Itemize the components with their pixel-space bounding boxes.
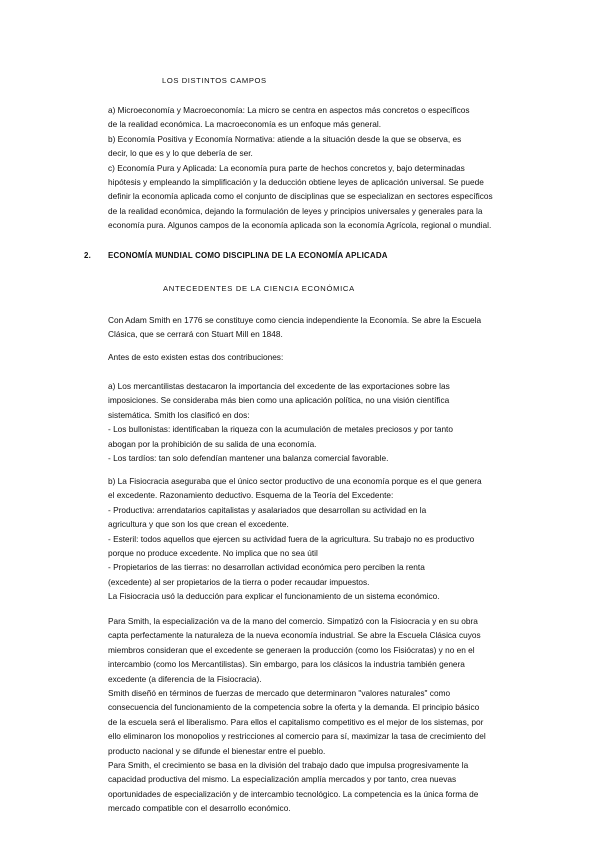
text-line: de la realidad económica. La macroeconomía es un enfoque más general. — [108, 119, 382, 130]
smith-paragraph — [108, 614, 524, 816]
section-heading — [84, 249, 388, 263]
campos-paragraph — [108, 103, 524, 233]
text-line: de la escuela será el liberalismo. Para ellos el capitalismo competitivo es el mejor de los sistemas, por — [108, 716, 484, 727]
mercantilistas-paragraph — [108, 379, 524, 465]
text-line: Clásica, que se cerrará con Stuart Mill en 1848. — [108, 329, 283, 340]
text-line: - Esteril: todos aquellos que ejercen su actividad fuera de la agricultura. Su trabajo no es productivo — [108, 533, 475, 544]
text-line: capacidad productiva del mismo. La especialización amplía mercados y por tanto, crea nuevas — [108, 774, 457, 785]
section-number: 2. — [84, 251, 91, 260]
antes-paragraph — [108, 350, 524, 364]
text-line: miembros consideran que el excedente se generaen la producción (como los Fisiócratas) y no en el — [108, 644, 475, 655]
text-line: - Los tardíos: tan solo defendían mantener una balanza comercial favorable. — [108, 453, 389, 464]
text-line: capta perfectamente la naturaleza de la nueva economía industrial. Se abre la Escuela Clásica cuyos — [108, 630, 481, 641]
text-line: Smith diseñó en términos de fuerzas de mercado que determinaron "valores naturales" como — [108, 688, 451, 699]
text-line: definir la economía aplicada como el conjunto de disciplinas que se especializan en sectores específicos — [108, 191, 493, 202]
text-line: mercado compatible con el desarrollo económico. — [108, 803, 291, 814]
text-line: el excedente. Razonamiento deductivo. Esquema de la Teoría del Excedente: — [108, 490, 394, 501]
text-line: economía pura. Algunos campos de la economía aplicada son la economía Agrícola, regional o mundial. — [108, 220, 492, 231]
text-line: Antes de esto existen estas dos contribuciones: — [108, 352, 284, 362]
intro-paragraph — [108, 313, 524, 342]
section-title: ECONOMÍA MUNDIAL COMO DISCIPLINA DE LA ECONOMÍA APLICADA — [108, 251, 388, 260]
text-line: porque no produce excedente. No implica que no sea útil — [108, 548, 318, 559]
text-line: producto nacional y se difunde el bienestar entre el pueblo. — [108, 745, 326, 756]
text-line: Con Adam Smith en 1776 se constituye como ciencia independiente la Economía. Se abre la Escuela — [108, 315, 482, 325]
text-line: hipótesis y empleando la simplificación y la deducción obtiene leyes de aplicación universal. Se puede — [108, 177, 484, 188]
text-line: - Los bullonistas: identificaban la riqueza con la acumulación de metales preciosos y por tanto — [108, 424, 453, 435]
text-line: ello eliminaron los monopolios y restricciones al comercio para sí, maximizar la tasa de crecimiento del — [108, 731, 486, 742]
heading-distintos-campos: LOS DISTINTOS CAMPOS — [162, 76, 267, 85]
text-line: de la realidad económica, dejando la formulación de leyes y principios universales y generales para la — [108, 205, 483, 216]
text-line: agricultura y que son los que crean el excedente. — [108, 519, 289, 530]
text-line: Para Smith, la especialización va de la mano del comercio. Simpatizó con la Fisiocracia y en su obra — [108, 616, 478, 626]
text-line: decir, lo que es y lo que debería de ser. — [108, 148, 253, 159]
text-line: Para Smith, el crecimiento se basa en la división del trabajo dado que impulsa progresivamente la — [108, 760, 469, 771]
text-line: - Propietarios de las tierras: no desarrollan actividad económica pero perciben la renta — [108, 562, 425, 573]
text-line: intercambio (como los Mercantilistas). Sin embargo, para los clásicos la industria también genera — [108, 659, 465, 670]
text-line: abogan por la prohibición de su salida de una economía. — [108, 438, 317, 449]
text-line: La Fisiocracia usó la deducción para explicar el funcionamiento de un sistema económico. — [108, 591, 440, 602]
fisiocracia-paragraph — [108, 474, 524, 604]
text-line: oportunidades de especialización y de intercambio tecnológico. La competencia es la única forma de — [108, 788, 479, 799]
text-line: b) La Fisiocracia aseguraba que el único sector productivo de una economía porque es el que genera — [108, 476, 482, 486]
text-line: imposiciones. Se consideraba más bien como una aplicación política, no una visión científica — [108, 395, 450, 406]
text-line: sistemática. Smith los clasificó en dos: — [108, 409, 250, 420]
text-line: excedente (a diferencia de la Fisiocracia). — [108, 673, 262, 684]
text-line: c) Economía Pura y Aplicada: La economía pura parte de hechos concretos y, bajo determinadas — [108, 162, 465, 173]
text-line: - Productiva: arrendatarios capitalistas y asalariados que desarrollan su actividad en la — [108, 504, 427, 515]
text-line: a) Los mercantilistas destacaron la importancia del excedente de las exportaciones sobre las — [108, 381, 450, 391]
text-line: a) Microeconomía y Macroeconomía: La micro se centra en aspectos más concretos o específicos — [108, 105, 470, 115]
text-line: b) Economía Positiva y Economía Normativa: atiende a la situación desde la que se observa, es — [108, 133, 462, 144]
text-line: consecuencia del funcionamiento de la competencia sobre la oferta y la demanda. El principio básico — [108, 702, 480, 713]
text-line: (excedente) al ser propietarios de la tierra o poder recaudar impuestos. — [108, 576, 370, 587]
subheading-antecedentes: ANTECEDENTES DE LA CIENCIA ECONÓMICA — [163, 284, 355, 293]
